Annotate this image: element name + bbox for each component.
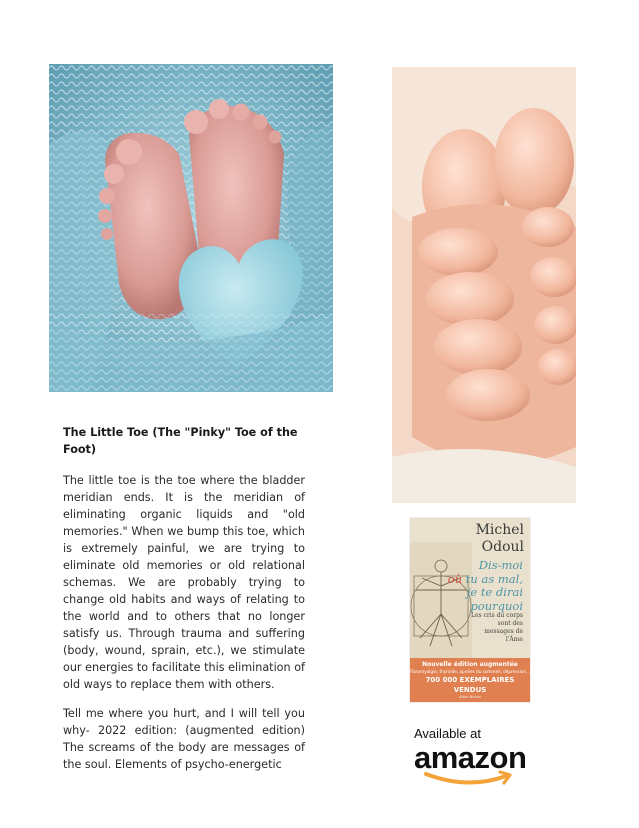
title-line: Dis-moi: [478, 558, 523, 572]
book-promo-band: [410, 658, 530, 702]
book-cover[interactable]: [410, 518, 530, 702]
book-subtitle: Les cris du corps sont des messages de l'Âme: [470, 612, 523, 643]
topics-label: Fibromyalgie, thyroïde, apnées du sommeil, dépression...: [410, 669, 530, 674]
copies-sold-label: 700 000 EXEMPLAIRES VENDUS: [425, 676, 515, 694]
book-title: [448, 559, 523, 613]
amazon-smile-icon: [422, 770, 518, 786]
title-line: pourquoi: [470, 598, 523, 613]
title-line-rest: tu as mal,: [462, 571, 523, 586]
title-line: je te dirai: [466, 585, 523, 599]
publisher-label: Albin Michel: [459, 695, 481, 699]
book-author: [476, 522, 524, 556]
article-heading: The Little Toe (The "Pinky" Toe of the Foot): [63, 426, 298, 456]
available-at-label: Available at: [414, 726, 481, 741]
baby-feet-blue-blanket-photo: [49, 64, 333, 392]
author-last-name: Odoul: [481, 539, 524, 555]
amazon-logo: amazon: [414, 740, 527, 775]
article-paragraph: The little toe is the toe where the bladder meridian ends. It is the meridian of eliminating organic liquids and "old memories." When we bump this toe, which is extremely painful, we are trying to eliminate old memories or old relational schemas. We are probably trying to change old habits and ways of relating to the world and to others that no longer satisfy us. Through trauma and suffering (body, wound, sprain, etc.), we stimulate our energies to facilitate this elimination of old ways to replace them with others.: [63, 474, 305, 691]
book-description-paragraph: Tell me where you hurt, and I will tell you why- 2022 edition: (augmented edition) The screams of the body are messages of the soul. Elements of psycho-energetic: [63, 707, 305, 771]
title-highlight: où: [447, 571, 463, 586]
title-line: [448, 573, 523, 587]
edition-label: Nouvelle édition augmentée: [422, 661, 518, 668]
amazon-badge[interactable]: [414, 726, 526, 786]
baby-toes-closeup-photo: [392, 67, 576, 503]
author-first-name: Michel: [475, 522, 524, 538]
